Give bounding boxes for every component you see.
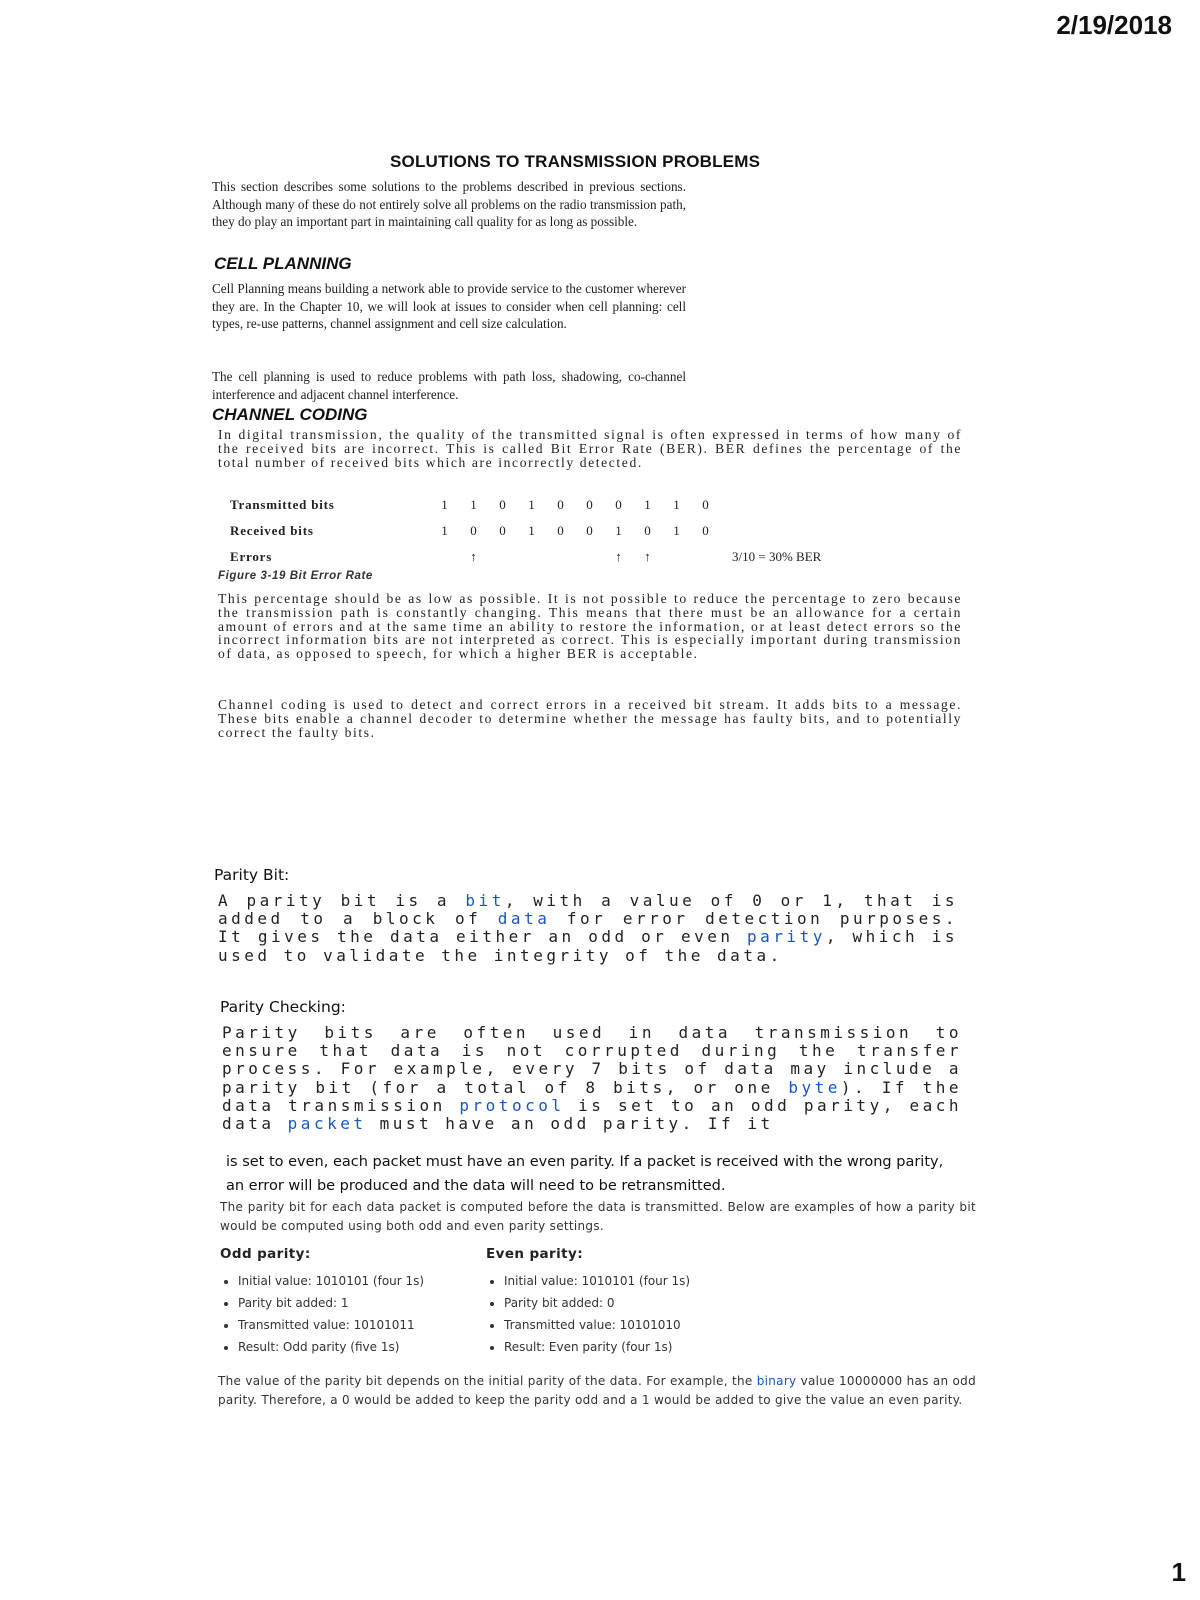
- odd-parity-item: • Transmitted value: 10101011: [238, 1314, 480, 1336]
- received-bit: 1: [673, 523, 680, 538]
- odd-parity-item: • Initial value: 1010101 (four 1s): [238, 1270, 480, 1292]
- conclusion-text: value 10000000 has an odd parity. Therefore, a 0 would be added to keep the parity odd and a 1 would be added to give the value an even parity.: [218, 1374, 976, 1407]
- received-bit: 0: [586, 523, 593, 538]
- figure-caption: Figure 3-19 Bit Error Rate: [218, 570, 373, 582]
- parity-checking-text: is set to an odd parity, each data: [222, 1095, 963, 1134]
- received-row: [230, 518, 821, 544]
- ber-paragraph: This percentage should be as low as possible. It is not possible to reduce the percentage to zero because the transmission path is constantly changing. This means that there must be an allowance for a certain amount of errors and at the same time an ability to restore the information, or at least detect errors so the incorrect information bits are not interpreted as correct. This is especially important during transmission of data, as opposed to speech, for which a higher BER is acceptable.: [218, 591, 962, 662]
- error-mark: [488, 549, 517, 565]
- transmitted-bit: 0: [557, 497, 564, 512]
- error-mark: [662, 549, 691, 565]
- received-bit: 1: [615, 523, 622, 538]
- received-label: Received bits: [230, 523, 314, 538]
- section-title: SOLUTIONS TO TRANSMISSION PROBLEMS: [390, 152, 761, 171]
- cell-planning-paragraph-2: The cell planning is used to reduce problems with path loss, shadowing, co-channel interference and adjacent channel interference.: [212, 369, 686, 402]
- error-mark: [691, 549, 720, 565]
- error-mark: [575, 549, 604, 565]
- even-parity-item: • Parity bit added: 0: [504, 1292, 766, 1314]
- bit-link[interactable]: bit: [465, 891, 505, 910]
- binary-link[interactable]: binary: [756, 1374, 797, 1388]
- even-parity-item: • Result: Even parity (four 1s): [504, 1336, 766, 1358]
- parity-bit-text: for error detection purposes. It gives the data either an odd or even: [218, 909, 959, 947]
- even-parity-item: • Initial value: 1010101 (four 1s): [504, 1270, 766, 1292]
- transmitted-bit: 1: [441, 497, 448, 512]
- transmitted-bit: 0: [702, 497, 709, 512]
- channel-coding-paragraph-3: Channel coding is used to detect and correct errors in a received bit stream. It adds bits to a message. These bits enable a channel decoder to determine whether the message has faulty bits, and to potentially correct the faulty bits.: [218, 697, 962, 740]
- received-bit: 1: [528, 523, 535, 538]
- slide-date: 2/19/2018: [1056, 10, 1172, 40]
- error-mark: [517, 549, 546, 565]
- received-bit: 1: [441, 523, 448, 538]
- transmitted-bit: 1: [644, 497, 651, 512]
- transmitted-bit: 0: [586, 497, 593, 512]
- parity-link[interactable]: parity: [747, 927, 826, 947]
- packet-link[interactable]: packet: [287, 1114, 367, 1134]
- parity-bit-text: , with a value of 0 or 1, that is added to a block of: [218, 891, 959, 929]
- parity-checking-text: must have an odd parity. If it: [366, 1114, 774, 1134]
- transmitted-bit: 1: [673, 497, 680, 512]
- conclusion-text: The value of the parity bit depends on the initial parity of the data. For example, the: [218, 1374, 757, 1388]
- transmitted-bit: 0: [615, 497, 622, 512]
- even-parity-heading: Even parity:: [486, 1246, 583, 1262]
- transmitted-bit: 1: [470, 497, 477, 512]
- parity-checking-line: an error will be produced and the data will need to be retransmitted.: [226, 1178, 726, 1194]
- cell-planning-heading: CELL PLANNING: [214, 254, 352, 273]
- transmitted-bit: 1: [528, 497, 535, 512]
- odd-parity-item: • Parity bit added: 1: [238, 1292, 480, 1314]
- bit-error-table: [230, 492, 821, 570]
- received-bit: 0: [499, 523, 506, 538]
- parity-checking-paragraph: [222, 1024, 962, 1133]
- transmitted-bit: 0: [499, 497, 506, 512]
- protocol-link[interactable]: protocol: [459, 1095, 565, 1115]
- parity-bit-text: , which is used to validate the integrity of the data.: [218, 927, 959, 965]
- received-bit: 0: [702, 523, 709, 538]
- transmitted-label: Transmitted bits: [230, 497, 335, 512]
- parity-conclusion: [218, 1372, 976, 1409]
- errors-label: Errors: [230, 549, 273, 564]
- parity-checking-text: Parity bits are often used in data transmission to ensure that data is not corrupted during the transfer process. For example, every 7 bits of data may include a parity bit (for a total of 8 bits, or one: [222, 1023, 962, 1097]
- parity-checking-continued: [226, 1150, 986, 1198]
- parity-checking-heading: Parity Checking:: [220, 998, 346, 1016]
- odd-parity-heading: Odd parity:: [220, 1246, 311, 1262]
- even-parity-item: • Transmitted value: 10101010: [504, 1314, 766, 1336]
- data-link[interactable]: data: [497, 909, 551, 929]
- channel-coding-heading: CHANNEL CODING: [212, 405, 368, 424]
- parity-checking-line: is set to even, each packet must have an even parity. If a packet is received with the wrong parity,: [226, 1154, 944, 1170]
- received-bit: 0: [557, 523, 564, 538]
- error-mark: ↑: [615, 549, 622, 564]
- error-mark: ↑: [644, 549, 651, 564]
- received-bit: 0: [644, 523, 651, 538]
- parity-bit-heading: Parity Bit:: [214, 866, 290, 884]
- parity-bit-paragraph: [218, 892, 958, 965]
- received-bit: 0: [470, 523, 477, 538]
- channel-coding-paragraph: In digital transmission, the quality of the transmitted signal is often expressed in terms of how many of the received bits are incorrect. This is called Bit Error Rate (BER). BER defines the percentage of the total number of received bits which are incorrectly detected.: [218, 427, 962, 470]
- error-mark: [430, 549, 459, 565]
- parity-checking-text: ). If the data transmission: [222, 1077, 963, 1115]
- errors-row: [230, 544, 821, 570]
- error-mark: [546, 549, 575, 565]
- odd-parity-item: • Result: Odd parity (five 1s): [238, 1336, 480, 1358]
- intro-paragraph: This section describes some solutions to the problems described in previous sections. Although many of these do not entirely solve all problems on the radio transmission path, they do play an important part in maintaining call quality for as long as possible.: [212, 179, 686, 229]
- parity-bit-text: A parity bit is a: [218, 891, 466, 910]
- ber-result: 3/10 = 30% BER: [732, 549, 822, 564]
- odd-parity-list: [220, 1246, 480, 1358]
- even-parity-list: [486, 1246, 766, 1358]
- page-number: 1: [1171, 1557, 1186, 1587]
- transmitted-row: [230, 492, 821, 518]
- error-mark: ↑: [470, 549, 477, 564]
- cell-planning-paragraph: Cell Planning means building a network able to provide service to the customer wherever they are. In the Chapter 10, we will look at issues to consider when cell planning: cell types, re-use patterns, channel assignment and cell size calculation.: [212, 281, 686, 331]
- parity-computation-note: The parity bit for each data packet is computed before the data is transmitted. Below are examples of how a parity bit would be computed using both odd and even parity settings.: [220, 1200, 976, 1233]
- byte-link[interactable]: byte: [788, 1077, 841, 1097]
